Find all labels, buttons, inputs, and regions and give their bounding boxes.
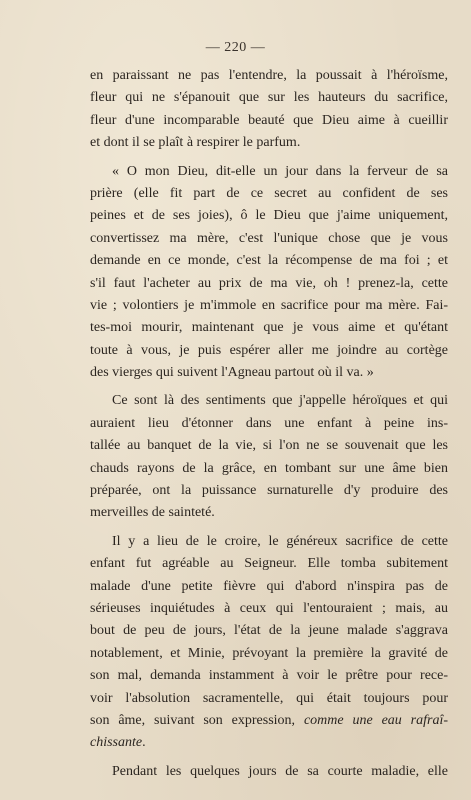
text-line: chauds rayons de la grâce, en tombant sur une âme bien <box>90 460 448 476</box>
text-line-with-italic <box>90 710 448 732</box>
text-line: enfant fut agréable au Seigneur. Elle tomba subitement <box>90 556 448 572</box>
text-line: « O mon Dieu, dit-elle un jour dans la ferveur de sa <box>112 163 448 179</box>
text-line: convertissez ma mère, c'est l'unique chose que je vous <box>90 230 448 246</box>
italic-fragment: chissante <box>90 735 143 751</box>
text-line: malade d'une petite fièvre qui d'abord n'inspira pas de <box>90 578 448 594</box>
text-line: Pendant les quelques jours de sa courte maladie, elle <box>112 763 448 779</box>
text-line: en paraissant ne pas l'entendre, la poussait à l'héroïsme, <box>90 68 448 83</box>
text-line: Il y a lieu de le croire, le généreux sacrifice de cette <box>112 533 448 549</box>
text-line: fleur qui ne s'épanouit que sur les hauteurs du sacrifice, <box>90 90 448 106</box>
text-line: fleur d'une incomparable beauté que Dieu aime à cueillir <box>90 112 448 128</box>
text-line: toute à vous, je puis espérer aller me joindre au cortège <box>90 342 448 358</box>
text-line: et dont il se plaît à respirer le parfum. <box>90 135 301 151</box>
body-text <box>90 65 448 783</box>
text-line: prière (elle fit part de ce secret au confident de ses <box>90 185 448 201</box>
text-line: des vierges qui suivent l'Agneau partout où il va. » <box>90 365 374 381</box>
paragraph-4 <box>90 531 448 755</box>
text-line: sérieuses inquiétudes à ceux qui l'entouraient ; mais, au <box>90 600 448 616</box>
text-line: vie ; volontiers je m'immole en sacrifice pour ma mère. Fai- <box>90 297 448 313</box>
text-line: tes-moi mourir, maintenant que je vous aime et qu'étant <box>90 320 448 336</box>
paragraph-1 <box>90 65 448 155</box>
text-line: tallée au banquet de la vie, si l'on ne se souvenait que les <box>90 438 448 454</box>
text-line: notablement, et Minie, prévoyant la première la gravité de <box>90 645 448 661</box>
paragraph-3 <box>90 390 448 524</box>
page-number: — 220 — <box>205 40 266 55</box>
text-line: s'il faut l'acheter au prix de ma vie, oh ! prenez-la, cette <box>90 275 448 291</box>
italic-fragment: comme une eau rafraî- <box>303 712 449 728</box>
text-line: peines et de ses joies), ô le Dieu que j'aime uniquement, <box>90 208 448 224</box>
paragraph-2 <box>90 161 448 385</box>
text-line: demande en ce monde, c'est la récompense de ma foi ; et <box>90 253 448 269</box>
paragraph-5 <box>90 761 448 783</box>
text-fragment: . <box>142 735 146 751</box>
text-line: son mal, demanda instamment à voir le prêtre pour rece- <box>90 668 448 684</box>
text-line-with-italic <box>90 732 448 754</box>
text-line: voir l'absolution sacramentelle, qui était toujours pour <box>90 690 448 706</box>
text-line: bout de peu de jours, l'état de la jeune malade s'aggrava <box>90 623 448 639</box>
text-line: merveilles de sainteté. <box>90 505 215 521</box>
text-line: Ce sont là des sentiments que j'appelle héroïques et qui <box>112 393 448 409</box>
text-line: auraient lieu d'étonner dans une enfant à peine ins- <box>90 415 448 431</box>
text-line: préparée, ont la puissance surnaturelle d'y produire des <box>90 483 448 499</box>
text-fragment: son âme, suivant son expression, <box>90 712 296 728</box>
